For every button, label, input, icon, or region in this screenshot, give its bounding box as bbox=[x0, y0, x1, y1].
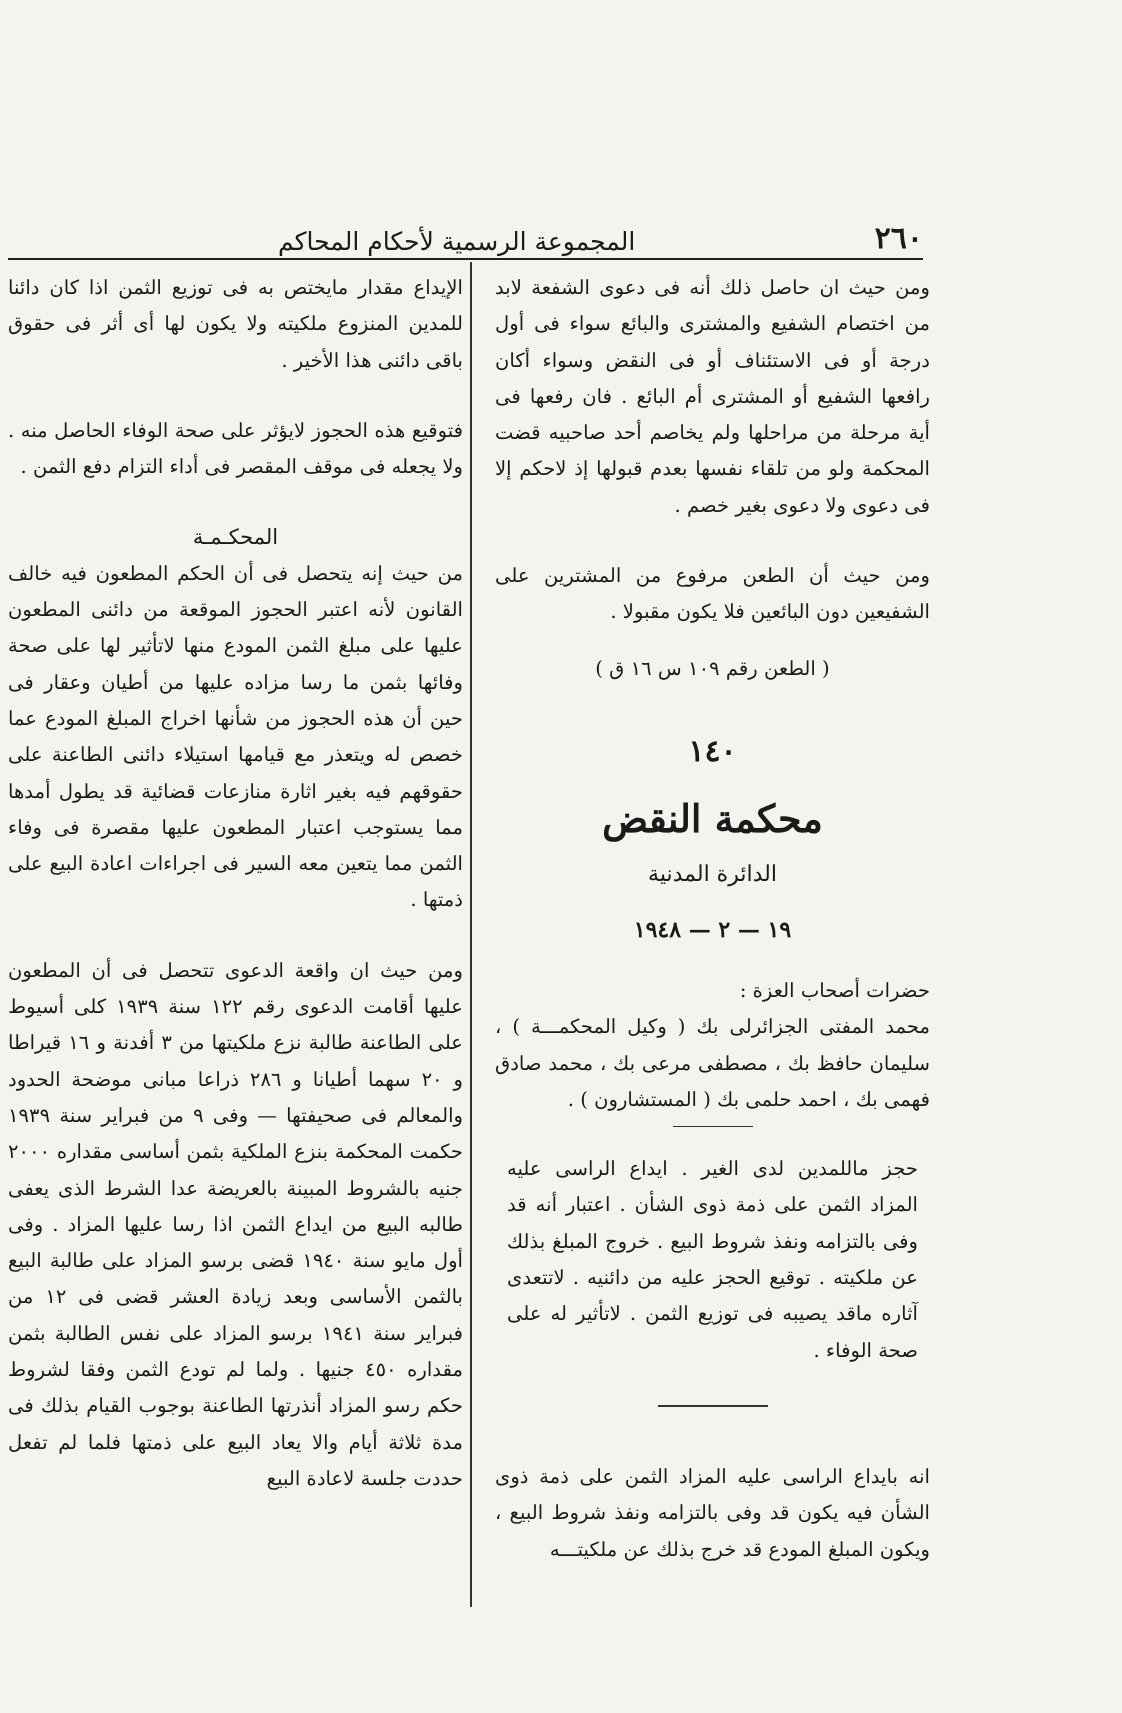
case-summary: حجز ماللمدين لدى الغير . ايداع الراسى عليه المزاد الثمن على ذمة ذوى الشأن . اعتبار أنه قد وفى بالتزامه ونفذ شروط البيع . خروج المبلغ بذلك عن ملكيته . توقيع الحجز عليه من دائنيه . لاتتعدى آثاره ماقد يصيبه فى توزيع الثمن . لاتأثير له على صحة الوفاء . bbox=[507, 1157, 918, 1362]
judgment-date: ١٩ — ٢ — ١٩٤٨ bbox=[633, 916, 792, 943]
case-number: ١٤٠ bbox=[688, 733, 737, 769]
paragraph: ومن حيث ان واقعة الدعوى تتحصل فى أن المطعون عليها أقامت الدعوى رقم ١٢٢ سنة ١٩٣٩ كلى أسيوط على الطاعنة طالبة نزع ملكيتها من ٣ أفدنة و ١٦ قيراطا و ٢٠ سهما أطيانا و ٢٨٦ ذراعا مبانى موضحة الحدود والمعالم فى صحيفتها — وفى ٩ من فبراير سنة ١٩٣٩ حكمت المحكمة بنزع الملكية بثمن أساسى مقداره ٢٠٠٠ جنيه بالشروط المبينة بالعريضة عدا الشرط الذى يعفى طالبه البيع من ايداع الثمن اذا رسا عليها المزاد . وفى أول مايو سنة ١٩٤٠ قضى برسو المزاد على طالبة البيع بالثمن الأساسى وبعد زيادة العشر قضى فى ١٢ من فبراير سنة ١٩٤١ برسو المزاد على نفس الطالبة بثمن مقداره ٤٥٠ جنيها . ولما لم تودع الثمن وفقا لشروط حكم رسو المزاد أنذرتها الطاعنة بوجوب القيام بذلك فى مدة ثلاثة أيام والا يعاد البيع على ذمتها فلما لم تفعل حددت جلسة لاعادة البيع bbox=[8, 958, 464, 1490]
citation: ( الطعن رقم ١٠٩ س ١٦ ق ) bbox=[595, 656, 830, 680]
bench-label: حضرات أصحاب العزة : bbox=[739, 978, 930, 1002]
bench-members: محمد المفتى الجزائرلى بك ( وكيل المحكمـــة ) ، سليمان حافظ بك ، مصطفى مرعى بك ، محمد صادق فهمى بك ، احمد حلمى بك ( المستشارون ) . bbox=[495, 1015, 930, 1111]
section-heading: المحكـمـة bbox=[192, 525, 279, 550]
legal-principle: انه بايداع الراسى عليه المزاد الثمن على ذمة ذوى الشأن فيه يكون قد وفى بالتزامه ونفذ شروط البيع ، ويكون المبلغ المودع قد خرج بذلك عن ملكيتـــه bbox=[495, 1464, 930, 1561]
paragraph: الإيداع مقدار مايختص به فى توزيع الثمن اذا كان دائنا للمدين المنزوع ملكيته ولا يكون لها أى أثر فى حقوق باقى دائنى هذا الأخير . bbox=[8, 276, 463, 372]
court-name: محكمة النقض bbox=[602, 795, 823, 841]
paragraph: ومن حيث أن الطعن مرفوع من المشترين على الشفيعين دون البائعين فلا يكون مقبولا . bbox=[495, 564, 930, 624]
left-column bbox=[8, 270, 463, 1497]
page-number: ٢٦٠ bbox=[874, 221, 923, 256]
divider bbox=[658, 1405, 768, 1407]
divider bbox=[673, 1126, 753, 1127]
header-rule bbox=[8, 258, 923, 260]
right-column bbox=[495, 270, 930, 1568]
running-title: المجموعة الرسمية لأحكام المحاكم bbox=[278, 227, 636, 256]
section-name: الدائرة المدنية bbox=[648, 861, 777, 887]
paragraph: من حيث إنه يتحصل فى أن الحكم المطعون فيه خالف القانون لأنه اعتبر الحجوز الموقعة من دائنى المطعون عليها على مبلغ الثمن المودع منها لاتأثير لها على صحة وفائها بثمن ما رسا مزاده عليها من أطيان وعقار فى حين أن هذه الحجوز من شأنها اخراج المبلغ المودع عما خصص له ويتعذر مع قيامها استيلاء دائنى الطاعنة على حقوقهم فيه بغير اثارة منازعات قضائية قد يطول أمدها مما يستوجب اعتبار المطعون عليها مقصرة فى وفاء الثمن مما يتعين معه السير فى اجراءات اعادة البيع على ذمتها . bbox=[8, 561, 463, 912]
paragraph: ومن حيث ان حاصل ذلك أنه فى دعوى الشفعة لابد من اختصام الشفيع والمشترى والبائع سواء فى أول درجة أو فى الاستئناف أو فى النقض وسواء أكان رافعها الشفيع أو المشترى أم البائع . فان رفعها فى أية مرحلة من مراحلها ولم يخاصم أحد صاحبيه قضت المحكمة ولو من تلقاء نفسها بعدم قبولها إذ لاحكم إلا فى دعوى ولا دعوى بغير خصم . bbox=[495, 276, 930, 517]
paragraph: فتوقيع هذه الحجوز لايؤثر على صحة الوفاء الحاصل منه . ولا يجعله فى موقف المقصر فى أداء التزام دفع الثمن . bbox=[8, 418, 463, 479]
column-divider bbox=[470, 262, 472, 1607]
page-header bbox=[18, 212, 923, 256]
